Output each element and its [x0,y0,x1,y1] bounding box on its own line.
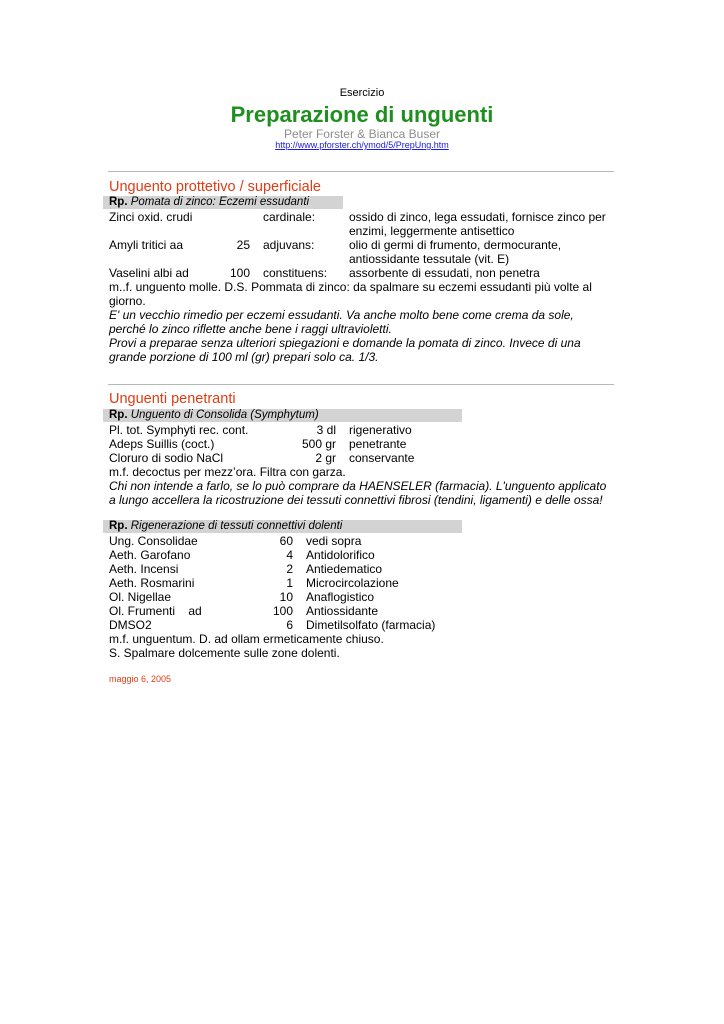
ingredient-desc: Antiedematico [306,562,383,576]
ingredient-name: Amyli tritici aa [109,238,184,252]
preparation-note: giorno. [109,294,146,308]
ingredient-qty: 25 [236,238,250,252]
ingredient-desc: antiossidante tessutale (vit. E) [349,252,510,266]
ingredient-name: Vaselini albi ad [109,266,189,280]
ingredient-name: Ung. Consolidae [109,534,198,548]
source-link[interactable]: http://www.pforster.ch/ymod/5/PrepUng.htm [275,140,449,150]
remark-text: a lungo accellera la ricostruzione dei tessuti connettivi fibrosi (tendini, ligamenti) e delle ossa! [109,493,603,507]
ingredient-name: Aeth. Garofano [109,548,191,562]
remark-text: grande porzione di 100 ml (gr) prepari solo ca. 1/3. [109,350,379,364]
remark-text: E' un vecchio rimedio per eczemi essudanti. Va anche molto bene come crema da sole, [109,308,574,322]
rp-label: Rp. [109,409,128,421]
preparation-note: S. Spalmare dolcemente sulle zone dolenti. [109,646,340,660]
ingredient-desc: penetrante [349,437,407,451]
ingredient-qty: 100 [229,266,250,280]
ingredient-role: constituens: [263,266,328,280]
ingredient-role: adjuvans: [263,238,315,252]
ingredient-desc: assorbente di essudati, non penetra [349,266,540,280]
recipe-bar-regeneration [103,520,462,533]
recipe-title: Unguento di Consolida (Symphytum) [130,409,319,421]
recipe-title: Pomata di zinco: Eczemi essudanti [130,196,310,208]
ingredient-qty: 3 dl [316,423,336,437]
section-heading-protective: Unguento prottetivo / superficiale [109,179,321,195]
ingredient-desc: Microcircolazione [306,576,399,590]
ingredient-qty: 1 [286,576,293,590]
rp-label: Rp. [109,520,128,532]
rp-label: Rp. [109,196,128,208]
remark-text: Provi a preparae senza ulteriori spiegazioni e domande la pomata di zinco. Invece di una [109,336,581,350]
ingredient-qty: 10 [279,590,293,604]
section-heading-penetrating: Unguenti penetranti [109,391,236,407]
divider [108,171,614,172]
ingredient-role: cardinale: [263,210,316,224]
recipe-bar-zinc [103,196,343,209]
preparation-note: m.f. decoctus per mezz’ora. Filtra con garza. [109,465,346,479]
recipe-title: Rigenerazione di tessuti connettivi dolenti [130,520,343,532]
ingredient-desc: olio di germi di frumento, dermocurante, [349,238,562,252]
remark-text: perché lo zinco riflette anche bene i raggi ultravioletti. [109,322,392,336]
ingredient-name: Ol. Frumenti ad [109,604,202,618]
exercise-label: Esercizio [339,87,385,99]
ingredient-desc: vedi sopra [306,534,362,548]
divider [108,384,614,385]
ingredient-name: Adeps Suillis (coct.) [109,437,215,451]
ingredient-desc: Dimetilsolfato (farmacia) [306,618,436,632]
document-date: maggio 6, 2005 [109,674,172,684]
ingredient-desc: rigenerativo [349,423,412,437]
ingredient-desc: enzimi, leggermente antisettico [349,224,515,238]
ingredient-qty: 2 [286,562,293,576]
ingredient-name: DMSO2 [109,618,152,632]
ingredient-qty: 2 gr [315,451,336,465]
preparation-note: m.f. unguentum. D. ad ollam ermeticamente chiuso. [109,632,384,646]
ingredient-qty: 500 gr [301,437,336,451]
ingredient-qty: 60 [279,534,293,548]
ingredient-name: Pl. tot. Symphyti rec. cont. [109,423,249,437]
remark-text: Chi non intende a farlo, se lo può comprare da HAENSELER (farmacia). L'unguento applicato [109,479,607,493]
ingredient-desc: conservante [349,451,415,465]
ingredient-desc: ossido di zinco, lega essudati, fornisce zinco per [349,210,606,224]
ingredient-name: Ol. Nigellae [109,590,172,604]
page-title: Preparazione di unguenti [230,102,494,127]
ingredient-desc: Anaflogistico [306,590,375,604]
recipe-bar-consolida [103,409,462,422]
ingredient-qty: 100 [272,604,293,618]
ingredient-name: Cloruro di sodio NaCl [109,451,224,465]
authors: Peter Forster & Bianca Buser [283,127,441,141]
ingredient-desc: Antiossidante [306,604,379,618]
preparation-note: m..f. unguento molle. D.S. Pommata di zinco: da spalmare su eczemi essudanti più volte al [109,280,592,294]
ingredient-desc: Antidolorifico [306,548,375,562]
ingredient-qty: 4 [286,548,293,562]
ingredient-name: Aeth. Rosmarini [109,576,195,590]
ingredient-qty: 6 [286,618,293,632]
ingredient-name: Aeth. Incensi [109,562,179,576]
ingredient-name: Zinci oxid. crudi [109,210,193,224]
